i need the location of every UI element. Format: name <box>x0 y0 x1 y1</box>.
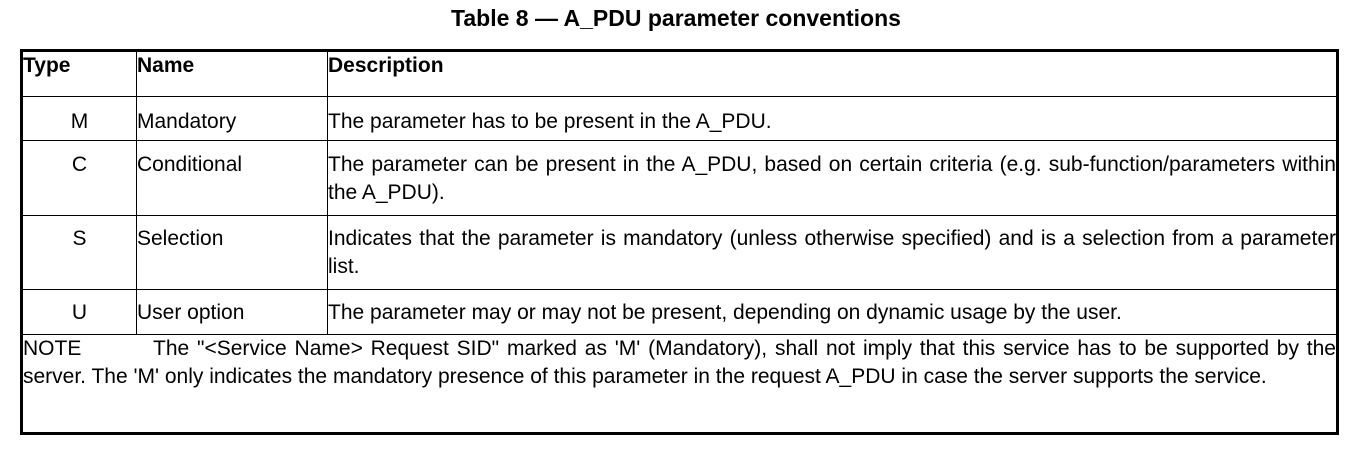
description-cell: The parameter can be present in the A_PDU, based on certain criteria (e.g. sub-function/parameters within the A_PDU). <box>328 141 1338 216</box>
note-text: The "<Service Name> Request SID" marked as 'M' (Mandatory), shall not imply that this service has to be supported by the server. The 'M' only indicates the mandatory presence of this parameter in the request A_PDU in case the server supports the service. <box>23 337 1336 388</box>
table-note <box>22 335 1338 434</box>
note-row <box>22 335 1338 434</box>
table-row <box>22 97 1338 141</box>
table-caption: Table 8 — A_PDU parameter conventions <box>451 5 901 31</box>
description-cell: The parameter may or may not be present, depending on dynamic usage by the user. <box>328 290 1338 335</box>
type-cell: U <box>22 290 137 335</box>
type-cell: C <box>22 141 137 216</box>
name-cell: Mandatory <box>137 97 328 141</box>
type-cell: M <box>22 97 137 141</box>
column-header-description: Description <box>328 51 1338 97</box>
name-cell: User option <box>137 290 328 335</box>
table-row <box>22 290 1338 335</box>
description-cell: Indicates that the parameter is mandatory (unless otherwise specified) and is a selection from a parameter list. <box>328 216 1338 290</box>
description-cell: The parameter has to be present in the A_PDU. <box>328 97 1338 141</box>
name-cell: Selection <box>137 216 328 290</box>
column-header-type: Type <box>22 51 137 97</box>
header-row <box>22 51 1338 97</box>
table-row <box>22 141 1338 216</box>
type-cell: S <box>22 216 137 290</box>
name-cell: Conditional <box>137 141 328 216</box>
parameter-conventions-table <box>20 49 1339 435</box>
note-label: NOTE <box>23 337 82 360</box>
table-row <box>22 216 1338 290</box>
column-header-name: Name <box>137 51 328 97</box>
